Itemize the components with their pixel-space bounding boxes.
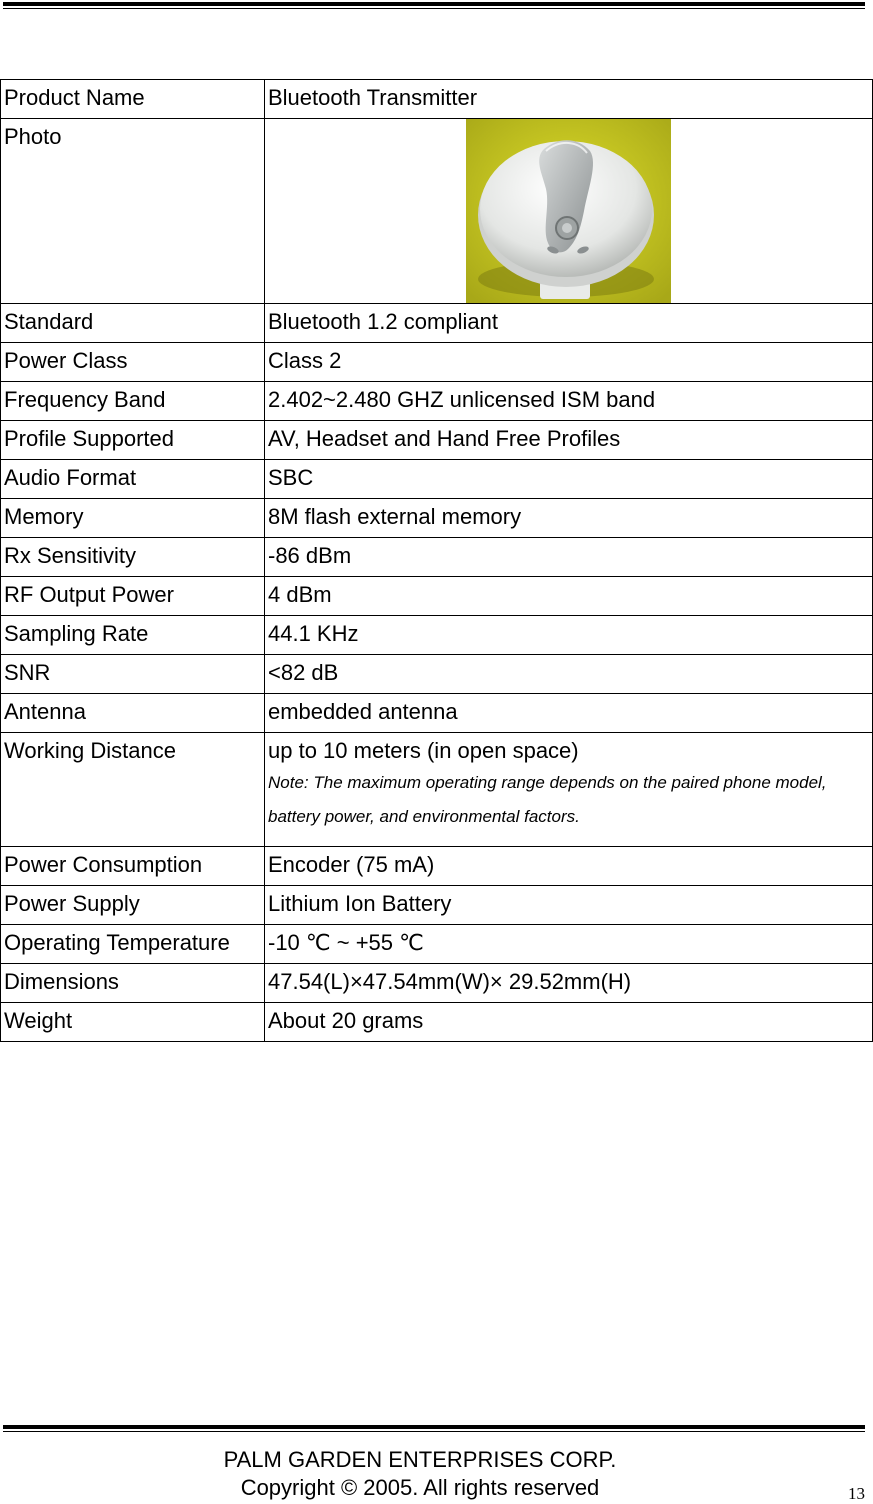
table-row [1, 886, 873, 925]
spec-label: Power Supply [1, 886, 265, 925]
table-row [1, 577, 873, 616]
table-row [1, 964, 873, 1003]
footer-rule [3, 1425, 865, 1432]
spec-label: Working Distance [1, 733, 265, 847]
table-row [1, 655, 873, 694]
table-row [1, 1003, 873, 1042]
spec-value: <82 dB [265, 655, 873, 694]
spec-value: -86 dBm [265, 538, 873, 577]
table-row [1, 304, 873, 343]
spec-value: 44.1 KHz [265, 616, 873, 655]
spec-label: Antenna [1, 694, 265, 733]
spec-label: Rx Sensitivity [1, 538, 265, 577]
spec-label: SNR [1, 655, 265, 694]
spec-label: Power Consumption [1, 847, 265, 886]
spec-value: embedded antenna [265, 694, 873, 733]
spec-value: About 20 grams [265, 1003, 873, 1042]
spec-label: Memory [1, 499, 265, 538]
header-rule [3, 2, 865, 9]
table-row [1, 694, 873, 733]
spec-value: Encoder (75 mA) [265, 847, 873, 886]
spec-value: up to 10 meters (in open space) [268, 738, 579, 763]
spec-value: 2.402~2.480 GHZ unlicensed ISM band [265, 382, 873, 421]
table-row [1, 733, 873, 847]
table-row [1, 80, 873, 119]
table-row [1, 119, 873, 304]
spec-value: Class 2 [265, 343, 873, 382]
table-row [1, 421, 873, 460]
table-row [1, 847, 873, 886]
spec-label: Photo [1, 119, 265, 304]
spec-label: RF Output Power [1, 577, 265, 616]
table-row [1, 616, 873, 655]
table-row [1, 382, 873, 421]
spec-label: Weight [1, 1003, 265, 1042]
photo-cell [265, 119, 873, 304]
spec-label: Frequency Band [1, 382, 265, 421]
spec-value: Lithium Ion Battery [265, 886, 873, 925]
spec-label: Standard [1, 304, 265, 343]
spec-value: 4 dBm [265, 577, 873, 616]
spec-label: Sampling Rate [1, 616, 265, 655]
spec-label: Audio Format [1, 460, 265, 499]
footer-company: PALM GARDEN ENTERPRISES CORP. [223, 1447, 617, 1472]
spec-value: AV, Headset and Hand Free Profiles [265, 421, 873, 460]
spec-value: Bluetooth 1.2 compliant [265, 304, 873, 343]
spec-label: Profile Supported [1, 421, 265, 460]
spec-value: -10 ℃ ~ +55 ℃ [265, 925, 873, 964]
product-photo [466, 119, 671, 303]
spec-label: Product Name [1, 80, 265, 119]
footer-copyright: Copyright © 2005. All rights reserved [240, 1475, 600, 1500]
spec-value: SBC [265, 460, 873, 499]
table-row [1, 538, 873, 577]
spec-label: Power Class [1, 343, 265, 382]
page-number: 13 [848, 1484, 865, 1503]
table-row [1, 925, 873, 964]
spec-value-cell [265, 733, 873, 847]
spec-value: 47.54(L)×47.54mm(W)× 29.52mm(H) [265, 964, 873, 1003]
spec-table [0, 79, 873, 1042]
spec-label: Dimensions [1, 964, 265, 1003]
spec-value: 8M flash external memory [265, 499, 873, 538]
table-row [1, 499, 873, 538]
spec-note: Note: The maximum operating range depends on the paired phone model, battery power, and environmental factors. [268, 773, 827, 826]
spec-label: Operating Temperature [1, 925, 265, 964]
table-row [1, 343, 873, 382]
table-row [1, 460, 873, 499]
spec-value: Bluetooth Transmitter [265, 80, 873, 119]
